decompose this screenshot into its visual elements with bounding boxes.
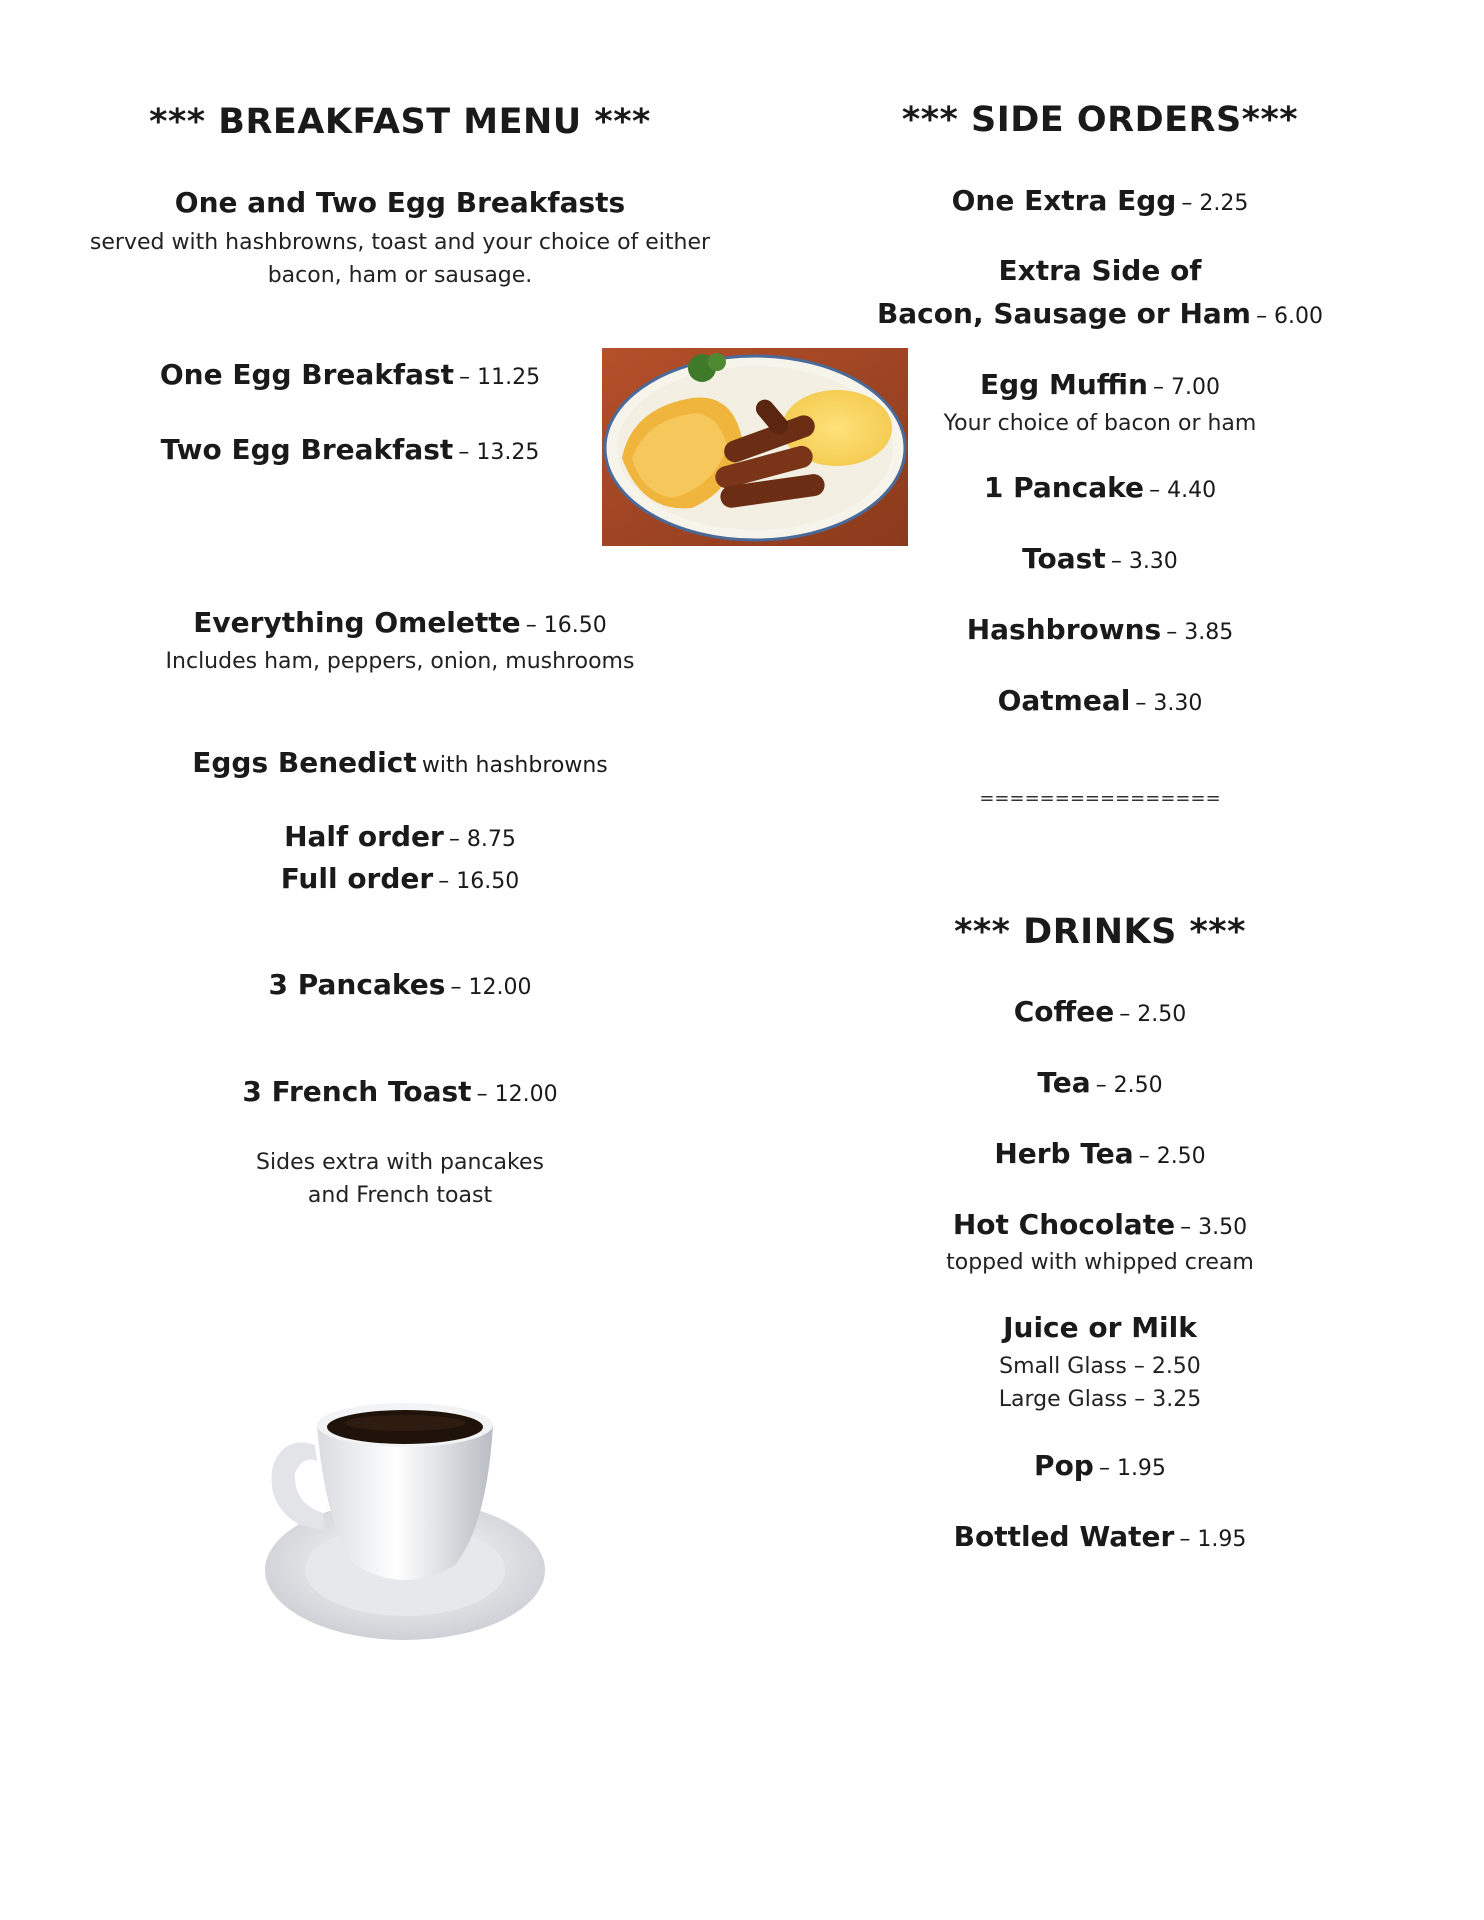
item-name: Half order — [284, 820, 444, 853]
egg-breakfasts-desc-1: served with hashbrowns, toast and your choice of either — [89, 230, 711, 255]
herb-tea — [870, 1137, 1330, 1170]
coffee-cup-image — [255, 1395, 550, 1655]
item-price: – 3.85 — [1166, 620, 1234, 645]
item-name: Everything Omelette — [193, 606, 521, 639]
oatmeal — [870, 684, 1330, 717]
eggs-benedict — [60, 746, 740, 779]
breakfast-plate-image — [602, 348, 908, 546]
item-price: – 11.25 — [459, 365, 541, 390]
item-name: Hashbrowns — [966, 613, 1162, 646]
everything-omelette — [60, 606, 740, 639]
item-price: – 3.30 — [1135, 691, 1203, 716]
item-price: – 2.50 — [1095, 1073, 1163, 1098]
egg-breakfasts-desc-2: bacon, ham or sausage. — [267, 263, 533, 288]
egg-muffin — [870, 368, 1330, 401]
item-name: Herb Tea — [994, 1137, 1134, 1170]
juice-or-milk: Juice or Milk — [1003, 1311, 1197, 1344]
breakfast-plate-icon — [602, 348, 908, 546]
egg-breakfasts-title: One and Two Egg Breakfasts — [174, 186, 626, 219]
separator-line: ================ — [979, 788, 1221, 809]
toast — [870, 542, 1330, 575]
three-pancakes — [60, 968, 740, 1001]
hot-chocolate-desc: topped with whipped cream — [946, 1250, 1254, 1275]
one-extra-egg — [870, 184, 1330, 217]
item-price: – 7.00 — [1153, 375, 1220, 400]
omelette-desc: Includes ham, peppers, onion, mushrooms — [165, 649, 635, 674]
item-name: Full order — [280, 862, 434, 895]
item-note: with hashbrowns — [421, 753, 608, 778]
item-name: 1 Pancake — [983, 471, 1145, 504]
drinks-heading: *** DRINKS *** — [954, 912, 1246, 952]
one-pancake — [870, 471, 1330, 504]
sides-note-1: Sides extra with pancakes — [256, 1150, 544, 1175]
item-price: – 16.50 — [438, 869, 520, 894]
tea — [870, 1066, 1330, 1099]
item-name: Hot Chocolate — [952, 1208, 1176, 1241]
item-name: One Extra Egg — [951, 184, 1177, 217]
bottled-water — [870, 1520, 1330, 1553]
large-glass: Large Glass – 3.25 — [998, 1387, 1202, 1412]
item-name: Oatmeal — [997, 684, 1131, 717]
item-price: – 6.00 — [1256, 304, 1324, 329]
item-name: Toast — [1022, 542, 1106, 575]
item-price: – 4.40 — [1149, 478, 1217, 503]
benedict-half-order — [60, 820, 740, 853]
item-name: Egg Muffin — [980, 368, 1148, 401]
hashbrowns — [870, 613, 1330, 646]
item-name: Coffee — [1013, 995, 1115, 1028]
item-price: – 13.25 — [458, 440, 540, 465]
item-name: Bacon, Sausage or Ham — [876, 297, 1251, 330]
coffee — [870, 995, 1330, 1028]
item-name: 3 French Toast — [242, 1075, 472, 1108]
item-price: – 3.50 — [1180, 1215, 1248, 1240]
item-price: – 16.50 — [525, 613, 607, 638]
item-price: – 1.95 — [1179, 1527, 1247, 1552]
item-price: – 1.95 — [1098, 1456, 1166, 1481]
two-egg-breakfast — [40, 433, 660, 466]
small-glass: Small Glass – 2.50 — [999, 1354, 1201, 1379]
coffee-cup-icon — [255, 1395, 550, 1655]
item-name: Eggs Benedict — [192, 746, 417, 779]
three-french-toast — [60, 1075, 740, 1108]
item-price: – 2.50 — [1119, 1002, 1187, 1027]
item-price: – 2.50 — [1138, 1144, 1206, 1169]
sides-note-2: and French toast — [307, 1183, 493, 1208]
item-price: – 2.25 — [1181, 191, 1249, 216]
item-price: – 12.00 — [450, 975, 532, 1000]
pop — [870, 1449, 1330, 1482]
item-name: Tea — [1037, 1066, 1091, 1099]
extra-side-label: Extra Side of — [998, 254, 1202, 287]
item-name: 3 Pancakes — [268, 968, 446, 1001]
one-egg-breakfast — [40, 358, 660, 391]
egg-muffin-desc: Your choice of bacon or ham — [943, 411, 1257, 436]
item-name: Bottled Water — [953, 1520, 1175, 1553]
benedict-full-order — [60, 862, 740, 895]
item-name: Two Egg Breakfast — [160, 433, 454, 466]
item-name: Pop — [1034, 1449, 1094, 1482]
side-orders-heading: *** SIDE ORDERS*** — [901, 100, 1299, 140]
item-price: – 8.75 — [448, 827, 516, 852]
extra-side-meat — [840, 297, 1360, 330]
breakfast-heading: *** BREAKFAST MENU *** — [149, 102, 651, 142]
hot-chocolate — [870, 1208, 1330, 1241]
item-price: – 12.00 — [476, 1082, 558, 1107]
item-name: One Egg Breakfast — [159, 358, 455, 391]
item-price: – 3.30 — [1110, 549, 1178, 574]
